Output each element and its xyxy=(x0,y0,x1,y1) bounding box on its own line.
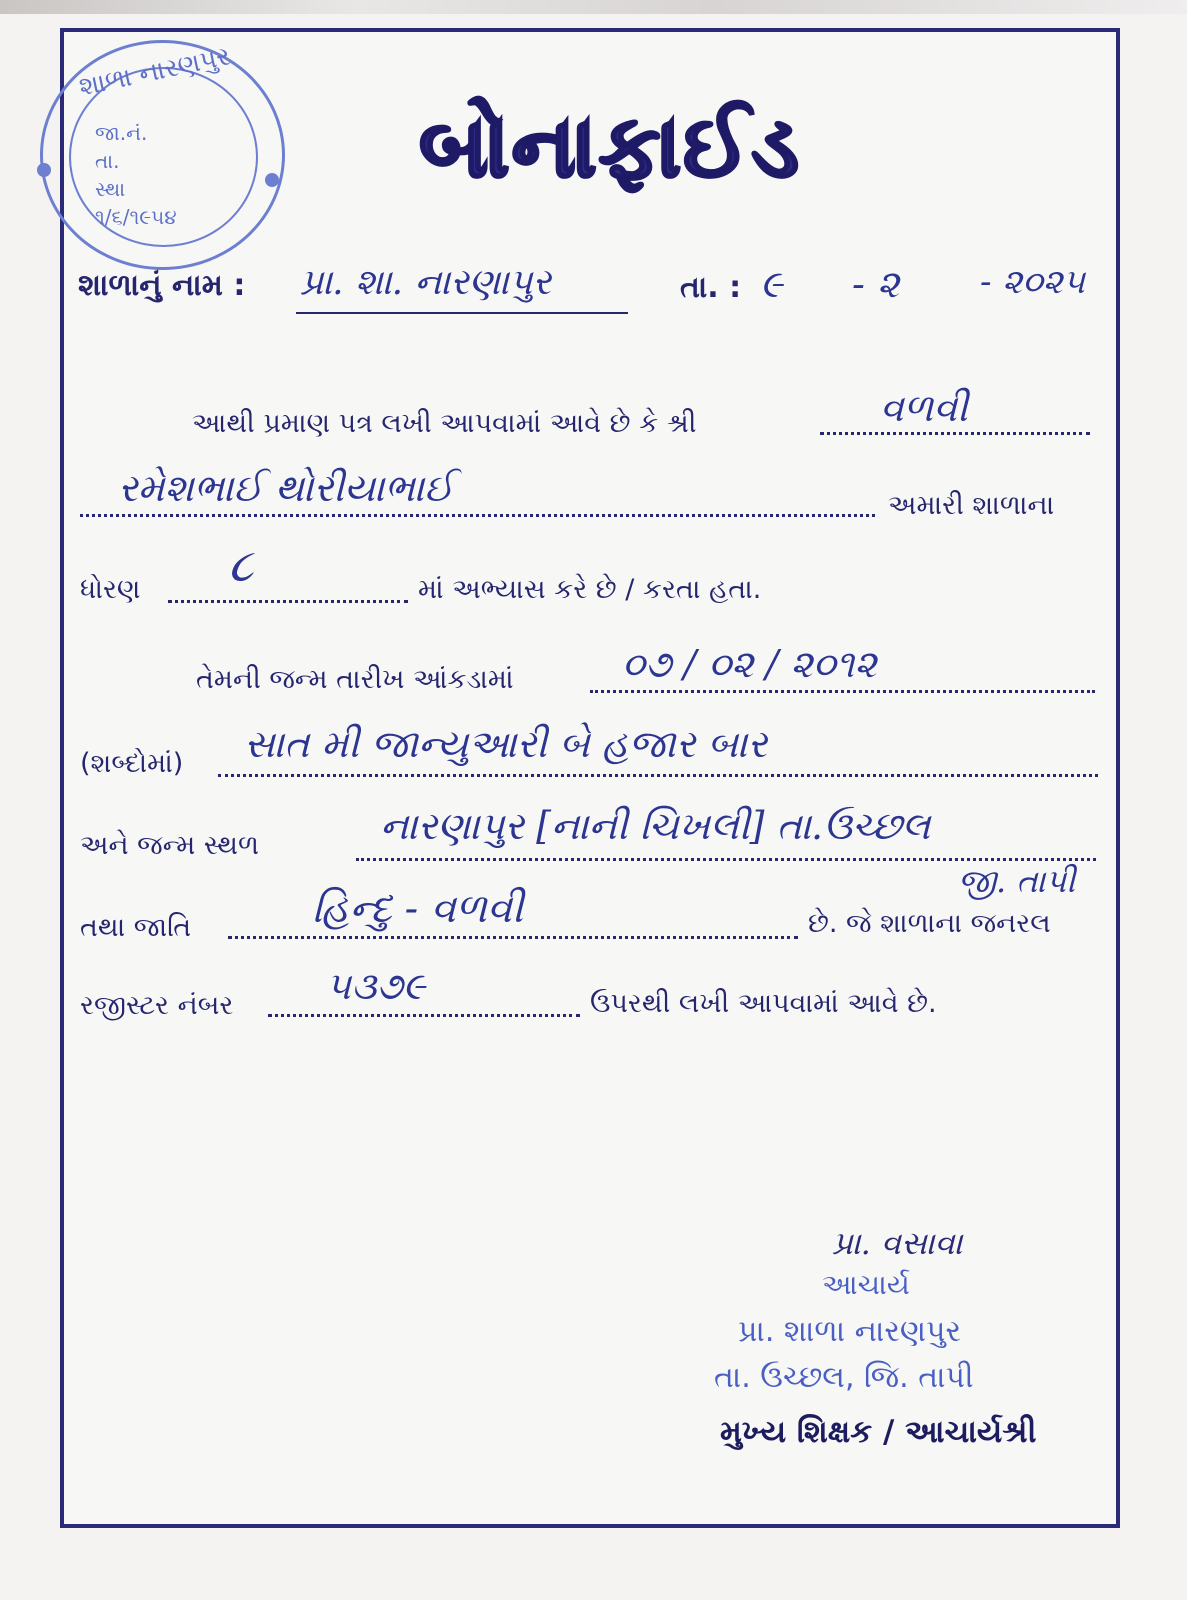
date-label: તા. : xyxy=(680,270,742,305)
stamp-address: તા. ઉચ્છલ, જિ. તાપી xyxy=(714,1360,974,1395)
stamp-school: પ્રા. શાળા નારણપુર xyxy=(738,1314,962,1349)
stamp-title: આચાર્ય xyxy=(822,1268,910,1301)
date-year: - ૨૦૨૫ xyxy=(980,262,1086,302)
school-seal xyxy=(40,40,285,270)
seal-star-icon xyxy=(37,163,51,177)
line2-value: રમેશભાઈ થોરીયાભાઈ xyxy=(118,466,454,510)
line5-label: (શબ્દોમાં) xyxy=(80,748,184,779)
school-name-label: શાળાનું નામ : xyxy=(78,268,246,303)
line1-value: વળવી xyxy=(880,386,968,430)
line8-label: રજીસ્ટર નંબર xyxy=(80,990,234,1021)
line6-label: અને જન્મ સ્થળ xyxy=(80,830,260,861)
line3-value: ૮ xyxy=(228,538,254,592)
line1-text: આથી પ્રમાણ પત્ર લખી આપવામાં આવે છે કે શ્રી xyxy=(192,408,697,439)
line4-dots xyxy=(590,690,1095,693)
seal-line-1: જા.નં. xyxy=(95,121,148,145)
line3-text: માં અભ્યાસ કરે છે / કરતા હતા. xyxy=(418,574,762,605)
line8-dots xyxy=(268,1014,580,1017)
seal-ring-text: શાળા નારણપુર xyxy=(76,41,233,103)
school-name-underline xyxy=(296,312,628,314)
line2-dots xyxy=(80,514,875,517)
seal-line-2: તા. xyxy=(95,149,120,173)
line2-text: અમારી શાળાના xyxy=(888,490,1055,521)
line7-text: છે. જે શાળાના જનરલ xyxy=(808,908,1051,939)
line5-dots xyxy=(218,774,1098,777)
line4-value: ૦૭ / ૦૨ / ૨૦૧૨ xyxy=(622,642,877,686)
document-title: બોનાફાઈડ xyxy=(419,97,801,197)
line6-value: નારણાપુર [નાની ચિખલી] તા.ઉચ્છલ xyxy=(380,804,931,848)
line7-value: હિન્દુ - વળવી xyxy=(312,886,524,932)
line6-extra: જી. તાપી xyxy=(958,862,1076,900)
signature-footer: મુખ્ય શિક્ષક / આચાર્યશ્રી xyxy=(720,1414,1037,1450)
date-month: - ૨ xyxy=(852,262,900,306)
line3-label: ધોરણ xyxy=(80,574,141,605)
seal-line-4: ૧/૬/૧૯૫૪ xyxy=(95,205,177,229)
seal-star-icon xyxy=(265,173,279,187)
principal-signature: પ્રા. વસાવા xyxy=(832,1224,963,1262)
line7-label: તથા જાતિ xyxy=(80,912,192,943)
line6-dots xyxy=(356,858,1096,861)
top-edge xyxy=(0,0,1187,14)
line4-text: તેમની જન્મ તારીખ આંકડામાં xyxy=(196,664,514,695)
date-day: ૯ xyxy=(760,262,783,306)
line5-value: સાત મી જાન્યુઆરી બે હજાર બાર xyxy=(244,722,767,766)
line3-dots xyxy=(168,600,408,603)
line1-dots xyxy=(820,432,1090,435)
line7-dots xyxy=(228,936,798,939)
line8-value: ૫૩૭૯ xyxy=(326,964,426,1008)
line8-text: ઉપરથી લખી આપવામાં આવે છે. xyxy=(590,988,937,1019)
school-name-value: પ્રા. શા. નારણાપુર xyxy=(300,262,551,303)
seal-line-3: સ્થા xyxy=(95,177,126,201)
